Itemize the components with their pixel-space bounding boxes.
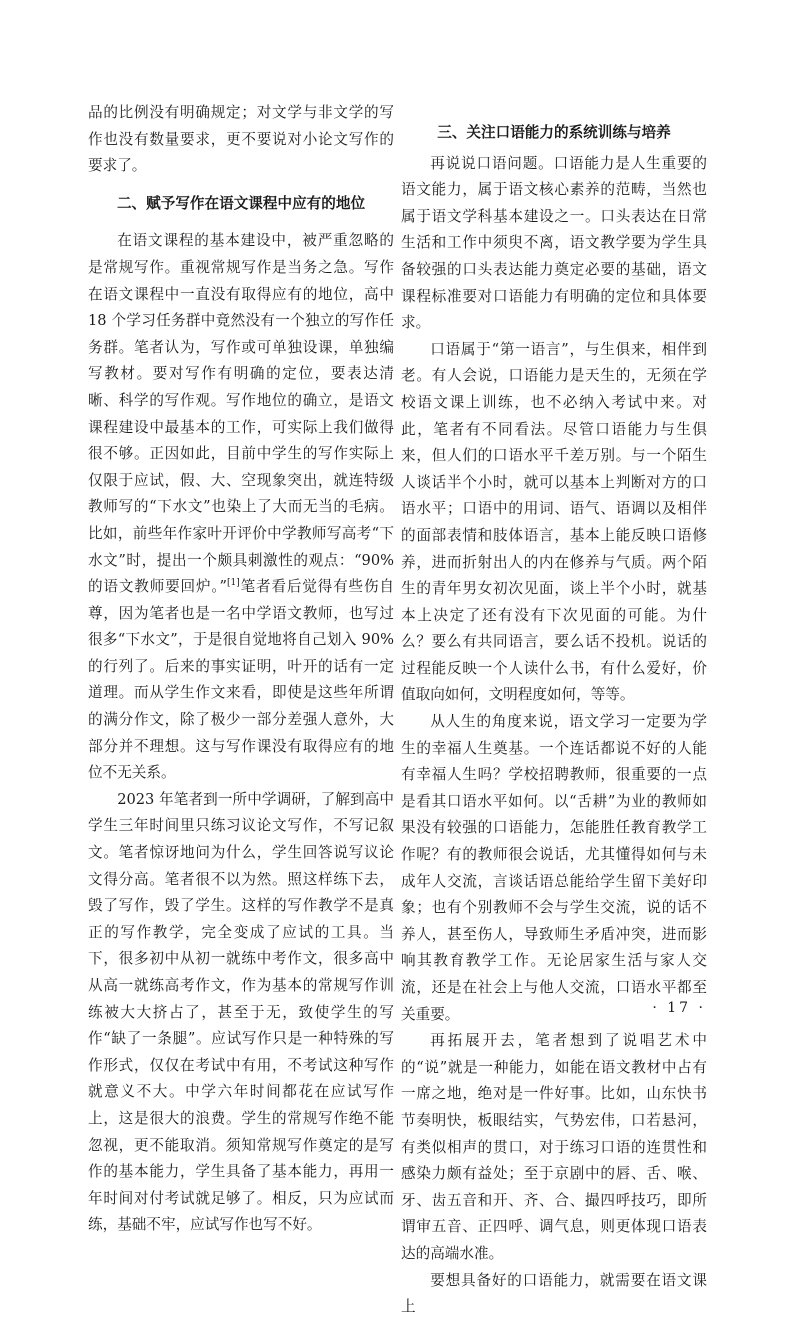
paragraph-continued: 品的比例没有明确规定；对文学与非文学的写作也没有数量要求，更不要说对小论文写作的要求了。 [88,104,394,175]
paragraph-text: 在语文课程的基本建设中，被严重忽略的是常规写作。重视常规写作是当务之急。写作在语文课程中一直没有取得应有的地位，高中 18 个学习任务群中竟然没有一个独立的写作任务群。笔者认为，写作或可单独设课，单独编写教材。要对写作有明确的定位，要表达清晰、科学的写作观。写作地位的确立，是语文课程建设中最基本的工作，可实际上我们做得很不够。正因如此，目前中学生的写作实际上仅限于应试，假、大、空现象突出，就连特级教师写的“下水文”也染上了大而无当的毛病。比如，前些年作家叶开评价中学教师写高考“下水文”时，提出一个颇具刺激性的观点：“90%的语文教师要回炉。” [88,232,394,596]
paragraph: 要想具备好的口语能力，就需要在语文课上 [401,1271,707,1316]
paragraph-text: 笔者看后觉得有些伤自尊，因为笔者也是一名中学语文教师，也写过很多“下水文”，于是很自觉地将自己划入 90% 的行列了。后来的事实证明，叶开的话有一定道理。而从学生作文来看，即使是这些年所谓的满分作文，除了极少一部分差强人意外，大部分并不理想。这与写作课没有取得应有的地位不无关系。 [88,578,394,782]
section-heading-2: 二、赋予写作在语文课程中应有的地位 [116,194,366,212]
paragraph [88,228,394,786]
paragraph: 2023 年笔者到一所中学调研，了解到高中学生三年时间里只练习议论文写作，不写记叙文。笔者惊讶地问为什么，学生回答说写议论文得分高。笔者很不以为然。照这样练下去，毁了写作，毁了学生。这样的写作教学不是真正的写作教学，完全变成了应试的工具。当下，很多初中从初一就练中考作文，很多高中从高一就练高考作文，作为基本的常规写作训练被大大挤占了，甚至于无，致使学生的写作“缺了一条腿”。应试写作只是一种特殊的写作形式，仅仅在考试中有用，不考试这种写作就意义不大。中学六年时间都花在应试写作上，这是很大的浪费。学生的常规写作绝不能忽视，更不能取消。须知常规写作奠定的是写作的基本能力，学生具备了基本能力，再用一年时间对付考试就足够了。相反，只为应试而练，基础不牢，应试写作也写不好。 [88,790,394,1234]
paragraph: 再说说口语问题。口语能力是人生重要的语文能力，属于语文核心素养的范畴，当然也属于语文学科基本建设之一。口头表达在日常生活和工作中须臾不离，语文教学要为学生具备较强的口头表达能力奠定必要的基础，语文课程标准要对口语能力有明确的定位和具体要求。 [401,154,707,332]
section-heading-3: 三、关注口语能力的系统训练与培养 [437,124,671,141]
paragraph: 再拓展开去，笔者想到了说唱艺术中的“说”就是一种能力，如能在语文教材中占有一席之地，绝对是一件好事。比如，山东快书节奏明快，板眼结实，气势宏伟，口若悬河，有类似相声的贯口，对于练习口语的连贯性和感染力颇有益处；至于京剧中的唇、舌、喉、牙、齿五音和开、齐、合、撮四呼技巧，即所谓审五音、正四呼、调气息，则更体现口语表达的高端水准。 [401,1032,707,1262]
right-column [401,120,707,1321]
paragraph: 从人生的角度来说，语文学习一定要为学生的幸福人生奠基。一个连话都说不好的人能有幸福人生吗？学校招聘教师，很重要的一点是看其口语水平如何。以“舌耕”为业的教师如果没有较强的口语能力，怎能胜任教育教学工作呢？有的教师很会说话，尤其懂得如何与未成年人交流，言谈话语总能给学生留下美好印象；也有个别教师不会与学生交流，说的话不养人，甚至伤人，导致师生矛盾冲突，进而影响其教育教学工作。无论居家生活与家人交流，还是在社会上与他人交流，口语水平都至关重要。 [401,713,707,1023]
left-column [88,100,394,1239]
citation-marker: [1] [226,578,240,589]
paragraph: 口语属于“第一语言”，与生俱来，相伴到老。有人会说，口语能力是天生的，无须在学校语文课上训练，也不必纳入考试中来。对此，笔者有不同看法。尽管口语能力与生俱来，但人们的口语水平千差万别。与一个陌生人谈话半个小时，就可以基本上判断对方的口语水平；口语中的用词、语气、语调以及相伴的面部表情和肢体语言，基本上能反映口语修养，进而折射出人的内在修养与气质。两个陌生的青年男女初次见面，谈上半个小时，就基本上决定了还有没有下次见面的可能。为什么？要么有共同语言，要么话不投机。说话的过程能反映一个人读什么书，有什么爱好，价值取向如何，文明程度如何，等等。 [401,340,707,704]
page-number: · 17 · [652,1000,706,1016]
